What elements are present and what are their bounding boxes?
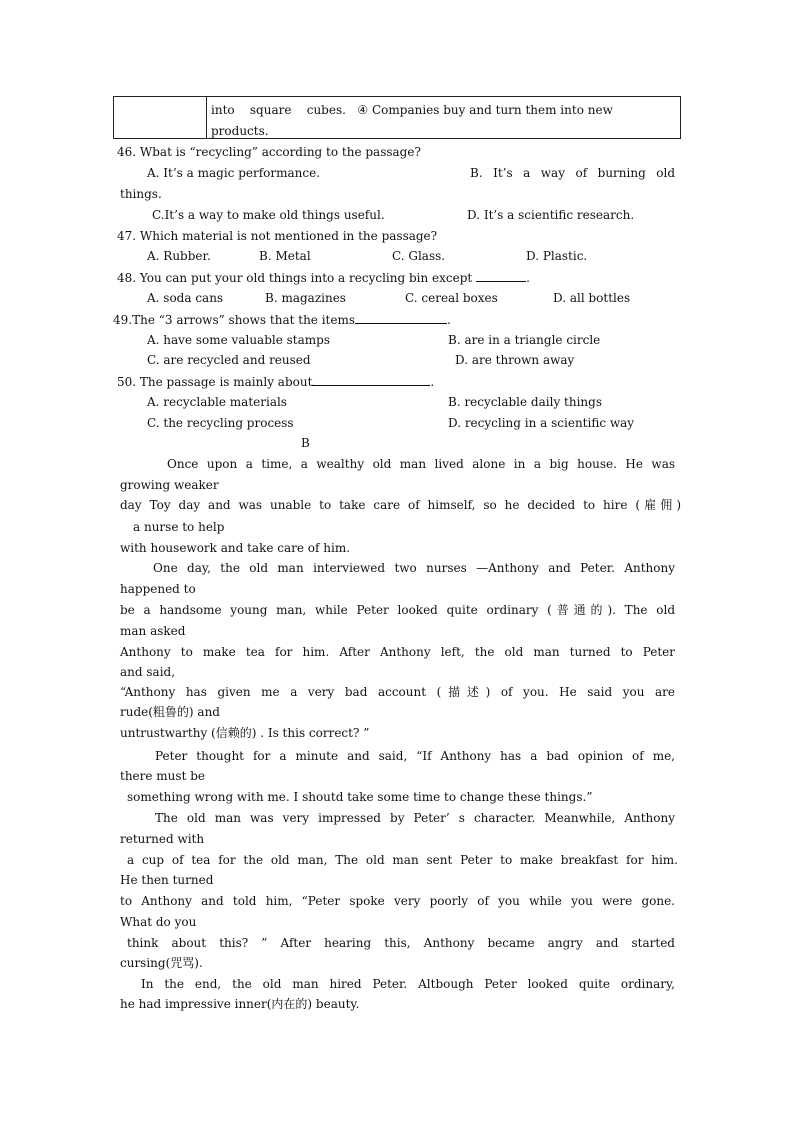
passage-line: a cup of tea for the old man, The old man sent Peter to make breakfast for him. [127, 853, 678, 867]
question-48-option-d: D. all bottles [553, 291, 631, 305]
passage-line: growing weaker [120, 478, 219, 492]
question-49-option-b: B. are in a triangle circle [448, 333, 601, 347]
passage-line: Anthony to make tea for him. After Anthony left, the old man turned to Peter [120, 645, 675, 659]
question-50-option-c: C. the recycling process [147, 416, 294, 430]
passage-line: cursing(咒骂). [120, 956, 203, 970]
passage-line: Once upon a time, a wealthy old man lived alone in a big house. He was [167, 457, 675, 471]
question-47-option-a: A. Rubber. [147, 249, 211, 263]
passage-line: One day, the old man interviewed two nurses —Anthony and Peter. Anthony [153, 561, 675, 575]
answer-blank[interactable] [476, 270, 526, 282]
passage-line: “Anthony has given me a very bad account (描述) of you. He said you are [120, 685, 675, 699]
answer-blank[interactable] [355, 312, 447, 324]
passage-line: be a handsome young man, while Peter looked quite ordinary (普通的). The old [120, 603, 675, 617]
passage-line: something wrong with me. I shoutd take some time to change these things.” [127, 790, 593, 804]
question-46-option-b: B. It’s a way of burning old [470, 166, 675, 180]
passage-line: returned with [120, 832, 205, 846]
answer-blank[interactable] [312, 374, 430, 386]
question-48-option-b: B. magazines [265, 291, 346, 305]
passage-line: rude(粗鲁的) and [120, 705, 220, 719]
question-46-stem: 46. Wbat is “recycling” according to the passage? [117, 145, 421, 159]
passage-line: think about this? ” After hearing this, Anthony became angry and started [127, 936, 675, 950]
question-50-option-d: D. recycling in a scientific way [448, 416, 635, 430]
question-48-stem: 48. You can put your old things into a recycling bin except . [117, 271, 530, 285]
table-line-2: products. [211, 124, 269, 138]
passage-line: to Anthony and told him, “Peter spoke very poorly of you while you were gone. [120, 894, 675, 908]
question-47-stem: 47. Which material is not mentioned in the passage? [117, 229, 438, 243]
question-47-option-d: D. Plastic. [526, 249, 588, 263]
passage-line: happened to [120, 582, 196, 596]
question-47-option-b: B. Metal [259, 249, 311, 263]
passage-line: What do you [120, 915, 197, 929]
passage-line: man asked [120, 624, 186, 638]
passage-line: there must be [120, 769, 205, 783]
passage-line: Peter thought for a minute and said, “If Anthony has a bad opinion of me, [155, 749, 675, 763]
passage-line: In the end, the old man hired Peter. Altbough Peter looked quite ordinary, [141, 977, 675, 991]
question-46-option-c: C.It’s a way to make old things useful. [152, 208, 385, 222]
table-line-1: into square cubes. ④ Companies buy and turn them into new [211, 103, 613, 117]
passage-line: and said, [120, 665, 176, 679]
question-50-stem: 50. The passage is mainly about . [117, 375, 435, 389]
passage-line: he had impressive inner(内在的) beauty. [120, 997, 360, 1011]
question-46-option-d: D. It’s a scientific research. [467, 208, 635, 222]
passage-line: The old man was very impressed by Peter’ s character. Meanwhile, Anthony [155, 811, 675, 825]
table-column-divider [206, 97, 207, 138]
passage-line: with housework and take care of him. [120, 541, 351, 555]
question-46-option-b-cont: things. [120, 187, 162, 201]
question-49-option-c: C. are recycled and reused [147, 353, 311, 367]
passage-line: a nurse to help [133, 520, 225, 534]
question-48-option-a: A. soda cans [147, 291, 224, 305]
section-label: B [301, 436, 310, 450]
question-50-option-a: A. recyclable materials [147, 395, 287, 409]
question-47-option-c: C. Glass. [392, 249, 446, 263]
question-48-option-c: C. cereal boxes [405, 291, 498, 305]
question-49-option-a: A. have some valuable stamps [147, 333, 330, 347]
question-46-option-a: A. It’s a magic performance. [147, 166, 321, 180]
passage-line: He then turned [120, 873, 214, 887]
passage-line: day Toy day and was unable to take care of himself, so he decided to hire (雇佣) [120, 498, 681, 512]
question-49-stem: 49.The “3 arrows” shows that the items . [113, 313, 451, 327]
question-49-option-d: D. are thrown away [455, 353, 575, 367]
question-50-option-b: B. recyclable daily things [448, 395, 602, 409]
passage-line: untrustwarthy (信赖的) . Is this correct? ” [120, 726, 370, 740]
